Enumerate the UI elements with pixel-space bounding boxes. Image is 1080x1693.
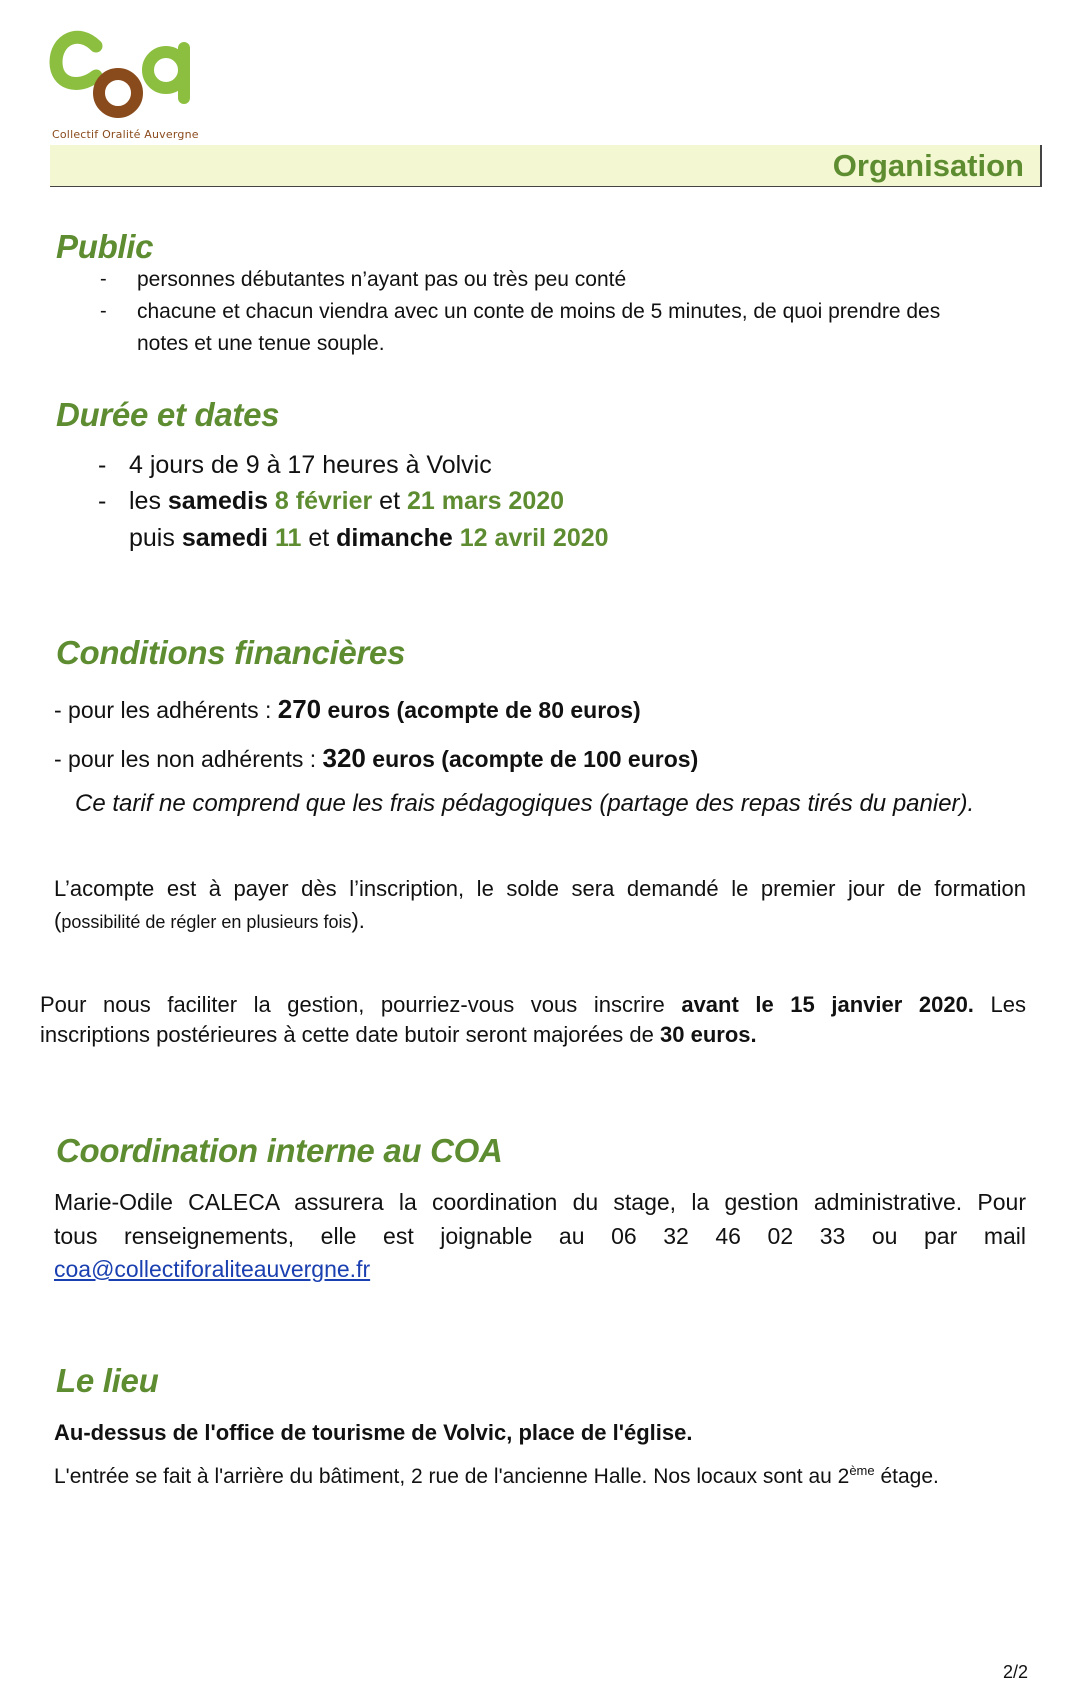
lieu-heading: Le lieu xyxy=(56,1362,159,1399)
price-adherents: - pour les adhérents : 270 euros (acompte de 80 euros) xyxy=(54,694,641,724)
public-item: personnes débutantes n’ayant pas ou très peu conté xyxy=(137,268,627,291)
gestion-line-2: inscriptions postérieures à cette date butoir seront majorées de 30 euros. xyxy=(40,1022,757,1047)
duree-line-1: 4 jours de 9 à 17 heures à Volvic xyxy=(129,451,492,479)
lieu-address: Au-dessus de l'office de tourisme de Volvic, place de l'église. xyxy=(54,1420,693,1445)
bullet-dash: - xyxy=(98,487,107,515)
duree-line-3: puis samedi 11 et dimanche 12 avril 2020 xyxy=(129,524,609,552)
conditions-heading: Conditions financières xyxy=(56,634,406,671)
page-title: Organisation xyxy=(832,148,1024,183)
logo-tagline: Collectif Oralité Auvergne xyxy=(52,128,199,141)
public-item: chacune et chacun viendra avec un conte de moins de 5 minutes, de quoi prendre des xyxy=(137,300,941,323)
duree-line-2: les samedis 8 février et 21 mars 2020 xyxy=(129,487,565,515)
acompte-line-1: L’acompte est à payer dès l’inscription, le solde sera demandé le premier jour de formation xyxy=(54,876,1026,901)
public-heading: Public xyxy=(56,228,154,265)
price-non-adherents: - pour les non adhérents : 320 euros (acompte de 100 euros) xyxy=(54,743,699,773)
email-link[interactable]: coa@collectiforaliteauvergne.fr xyxy=(54,1256,371,1282)
header-bar xyxy=(50,145,1042,187)
acompte-line-2: (possibilité de régler en plusieurs fois). xyxy=(54,908,365,933)
lieu-access: L'entrée se fait à l'arrière du bâtiment, 2 rue de l'ancienne Halle. Nos locaux sont au 2ème étage. xyxy=(54,1463,939,1488)
coordination-heading: Coordination interne au COA xyxy=(56,1132,503,1169)
tarif-note: Ce tarif ne comprend que les frais pédagogiques (partage des repas tirés du panier). xyxy=(75,790,975,817)
bullet-dash: - xyxy=(100,268,107,290)
gestion-line-1: Pour nous faciliter la gestion, pourriez-vous vous inscrire avant le 15 janvier 2020. Les xyxy=(40,992,1026,1017)
bullet-dash: - xyxy=(98,451,107,479)
public-item-cont: notes et une tenue souple. xyxy=(137,332,385,355)
coordination-email-line xyxy=(54,1256,370,1283)
page-number: 2/2 xyxy=(1002,1662,1028,1682)
coordination-line-1: Marie-Odile CALECA assurera la coordination du stage, la gestion administrative. Pour xyxy=(54,1189,1026,1215)
duree-heading: Durée et dates xyxy=(56,396,280,433)
coordination-line-2: tous renseignements, elle est joignable au 06 32 46 02 33 ou par mail xyxy=(54,1223,1026,1249)
bullet-dash: - xyxy=(100,300,107,322)
